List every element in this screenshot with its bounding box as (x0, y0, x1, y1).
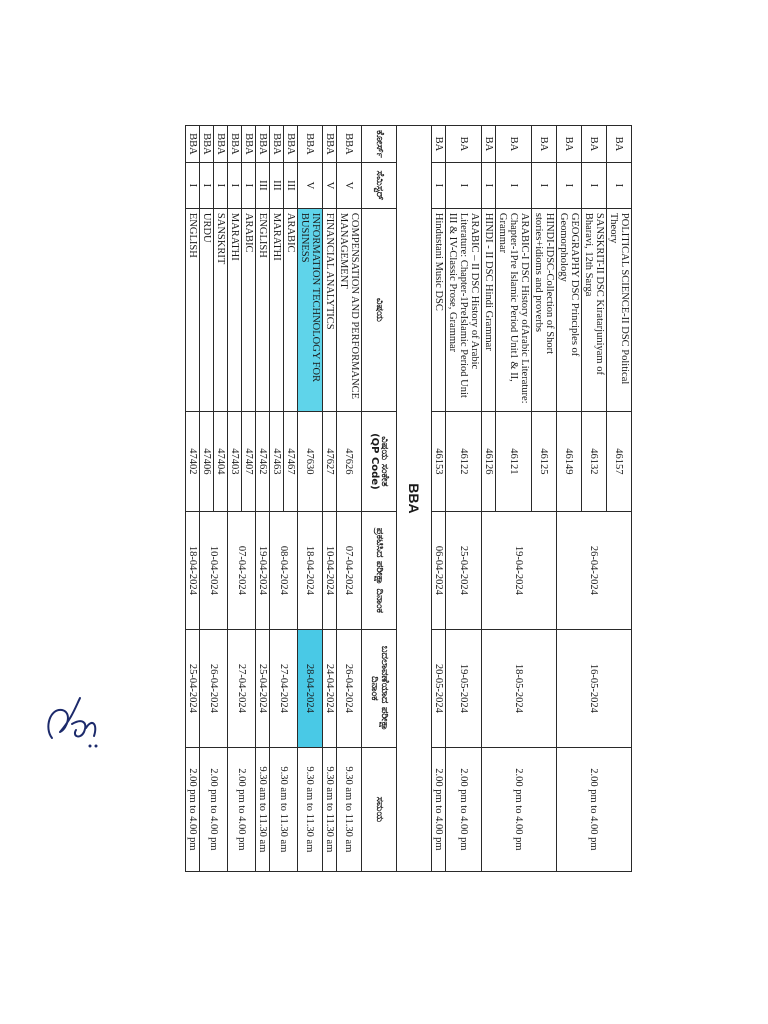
cell-published-date: 08-04-2024 (269, 511, 297, 629)
cell-published-date: 18-04-2024 (297, 511, 322, 629)
header-qp-english: (QP Code) (368, 433, 380, 490)
cell-subject: ARABIC – II DSC History of Arabic Literature: Chapter-1PreIslamic Period Unit III & IV-Classic Prose, Grammar (445, 208, 481, 411)
cell-course: BA (556, 126, 581, 163)
cell-course: BBA (255, 126, 269, 163)
cell-qp-code: 47626 (336, 411, 361, 511)
cell-course: BBA (322, 126, 336, 163)
cell-subject: ENGLISH (185, 208, 199, 411)
cell-time: 2.00 pm to 4.00 pm (227, 747, 255, 871)
cell-time: 2.00 pm to 4.00 pm (431, 747, 445, 871)
cell-subject: HINDI-IDSC-Collection of Short stories+idioms and proverbs (531, 208, 556, 411)
cell-published-date: 07-04-2024 (227, 511, 255, 629)
cell-course: BBA (213, 126, 227, 163)
cell-time: 9.30 am to 11.30 am (297, 747, 322, 871)
table-row (185, 126, 199, 872)
table-row (322, 126, 336, 872)
cell-published-date: 10-04-2024 (199, 511, 227, 629)
cell-semester: I (241, 162, 255, 208)
cell-changed-date: 27-04-2024 (269, 629, 297, 747)
cell-time: 2.00 pm to 4.00 pm (556, 747, 631, 871)
cell-changed-date: 16-05-2024 (556, 629, 631, 747)
cell-subject: GEOGRAPHY DSC Principles of Geomorphology (556, 208, 581, 411)
header-semester: ಸೆಮಿಸ್ಟರ್ (361, 162, 396, 208)
cell-changed-date: 26-04-2024 (336, 629, 361, 747)
table-header-row (361, 126, 396, 872)
cell-subject: MARATHI (269, 208, 283, 411)
header-course: ಕೋರ್ಸ್ (361, 126, 396, 163)
cell-subject: POLITICAL SCIENCE-II DSC Political Theory (606, 208, 631, 411)
table-row (213, 126, 227, 872)
cell-course: BA (431, 126, 445, 163)
cell-published-date: 10-04-2024 (322, 511, 336, 629)
header-qp-kannada: ವಿಷಯ ಸಂಕೇತ (379, 436, 391, 487)
cell-semester: V (336, 162, 361, 208)
cell-course: BBA (269, 126, 283, 163)
cell-qp-code: 46157 (606, 411, 631, 511)
header-subject: ವಿಷಯ (361, 208, 396, 411)
cell-semester: I (199, 162, 213, 208)
table-row (336, 126, 361, 872)
cell-time: 9.30 am to 11.30 am (269, 747, 297, 871)
cell-published-date: 06-04-2024 (431, 511, 445, 629)
bba-section-title: BBA (396, 126, 431, 872)
cell-time: 2.00 pm to 4.00 pm (199, 747, 227, 871)
cell-subject: FINANCIAL ANALYTICS (322, 208, 336, 411)
cell-qp-code: 47403 (227, 411, 241, 511)
cell-course: BBA (199, 126, 213, 163)
table-row (241, 126, 255, 872)
cell-qp-code: 46122 (445, 411, 481, 511)
cell-published-date: 26-04-2024 (556, 511, 631, 629)
cell-qp-code: 47627 (322, 411, 336, 511)
cell-changed-date: 28-04-2024 (297, 629, 322, 747)
cell-course: BA (606, 126, 631, 163)
cell-semester: III (283, 162, 297, 208)
cell-semester: V (322, 162, 336, 208)
cell-course: BA (581, 126, 606, 163)
cell-time: 2.00 pm to 4.00 pm (481, 747, 556, 871)
cell-changed-date: 19-05-2024 (445, 629, 481, 747)
cell-qp-code: 47407 (241, 411, 255, 511)
header-time: ಸಮಯ (361, 747, 396, 871)
cell-subject: COMPENSATION AND PERFORMANCE MANAGEMENT (336, 208, 361, 411)
table-row (297, 126, 322, 872)
cell-subject: Hindustani Music DSC (431, 208, 445, 411)
cell-semester: I (495, 162, 531, 208)
header-qp-code (361, 411, 396, 511)
cell-subject: ARABIC-I DSC History ofArabic Literature: Chapter-1Pre Islamic Period Unit1 & II, Grammar (495, 208, 531, 411)
cell-qp-code: 47630 (297, 411, 322, 511)
header-published-date: ಪ್ರಕಟಿಸಿದ ಪರೀಕ್ಷಾ ದಿನಾಂಕ (361, 511, 396, 629)
cell-semester: I (431, 162, 445, 208)
cell-qp-code: 46121 (495, 411, 531, 511)
cell-qp-code: 47467 (283, 411, 297, 511)
cell-semester: III (255, 162, 269, 208)
cell-qp-code: 47406 (199, 411, 213, 511)
cell-subject: SANSKRIT-II DSC Kiratarjuniyam of Bharavi, 12th Sarga (581, 208, 606, 411)
cell-subject: URDU (199, 208, 213, 411)
cell-course: BA (481, 126, 495, 163)
cell-qp-code: 47462 (255, 411, 269, 511)
cell-qp-code: 46126 (481, 411, 495, 511)
cell-course: BA (495, 126, 531, 163)
cell-course: BBA (185, 126, 199, 163)
cell-qp-code: 46153 (431, 411, 445, 511)
cell-changed-date: 20-05-2024 (431, 629, 445, 747)
cell-qp-code: 47402 (185, 411, 199, 511)
handwritten-signature (42, 688, 102, 756)
cell-semester: I (185, 162, 199, 208)
cell-course: BBA (283, 126, 297, 163)
exam-schedule-table (185, 125, 632, 872)
cell-course: BBA (227, 126, 241, 163)
cell-published-date: 19-04-2024 (481, 511, 556, 629)
cell-semester: I (227, 162, 241, 208)
cell-changed-date: 25-04-2024 (185, 629, 199, 747)
table-row (283, 126, 297, 872)
cell-qp-code: 47404 (213, 411, 227, 511)
cell-course: BA (445, 126, 481, 163)
cell-qp-code: 46132 (581, 411, 606, 511)
table-row (606, 126, 631, 872)
cell-published-date: 07-04-2024 (336, 511, 361, 629)
cell-semester: I (481, 162, 495, 208)
cell-time: 2.00 pm to 4.00 pm (185, 747, 199, 871)
cell-semester: I (556, 162, 581, 208)
table-row (255, 126, 269, 872)
ba-rows (431, 126, 631, 872)
cell-published-date: 19-04-2024 (255, 511, 269, 629)
cell-changed-date: 27-04-2024 (227, 629, 255, 747)
cell-course: BBA (241, 126, 255, 163)
cell-time: 2.00 pm to 4.00 pm (445, 747, 481, 871)
header-changed-date: ಬದಲಾವಣೆಯಾದ ಪರೀಕ್ಷಾ ದಿನಾಂಕ (361, 629, 396, 747)
cell-qp-code: 47463 (269, 411, 283, 511)
cell-time: 9.30 am to 11.30 am (255, 747, 269, 871)
cell-changed-date: 18-05-2024 (481, 629, 556, 747)
cell-time: 9.30 am to 11.30 am (336, 747, 361, 871)
cell-subject: ARABIC (241, 208, 255, 411)
cell-subject: MARATHI (227, 208, 241, 411)
cell-qp-code: 46125 (531, 411, 556, 511)
cell-changed-date: 26-04-2024 (199, 629, 227, 747)
cell-changed-date: 25-04-2024 (255, 629, 269, 747)
table-row (445, 126, 481, 872)
cell-subject: INFORMATION TECHNOLOGY FOR BUSINESS (297, 208, 322, 411)
cell-course: BBA (297, 126, 322, 163)
cell-published-date: 25-04-2024 (445, 511, 481, 629)
cell-subject: HINDI - II DSC Hindi Grammar (481, 208, 495, 411)
cell-semester: I (445, 162, 481, 208)
bba-section (361, 126, 431, 872)
cell-time: 9.30 am to 11.30 am (322, 747, 336, 871)
cell-semester: III (269, 162, 283, 208)
cell-subject: SANSKRIT (213, 208, 227, 411)
cell-course: BA (531, 126, 556, 163)
cell-published-date: 18-04-2024 (185, 511, 199, 629)
cell-semester: I (606, 162, 631, 208)
cell-changed-date: 24-04-2024 (322, 629, 336, 747)
table-row (431, 126, 445, 872)
cell-subject: ARABIC (283, 208, 297, 411)
cell-semester: V (297, 162, 322, 208)
bba-rows (185, 126, 361, 872)
cell-subject: ENGLISH (255, 208, 269, 411)
cell-qp-code: 46149 (556, 411, 581, 511)
cell-semester: I (531, 162, 556, 208)
cell-semester: I (213, 162, 227, 208)
cell-semester: I (581, 162, 606, 208)
cell-course: BBA (336, 126, 361, 163)
table-row (531, 126, 556, 872)
